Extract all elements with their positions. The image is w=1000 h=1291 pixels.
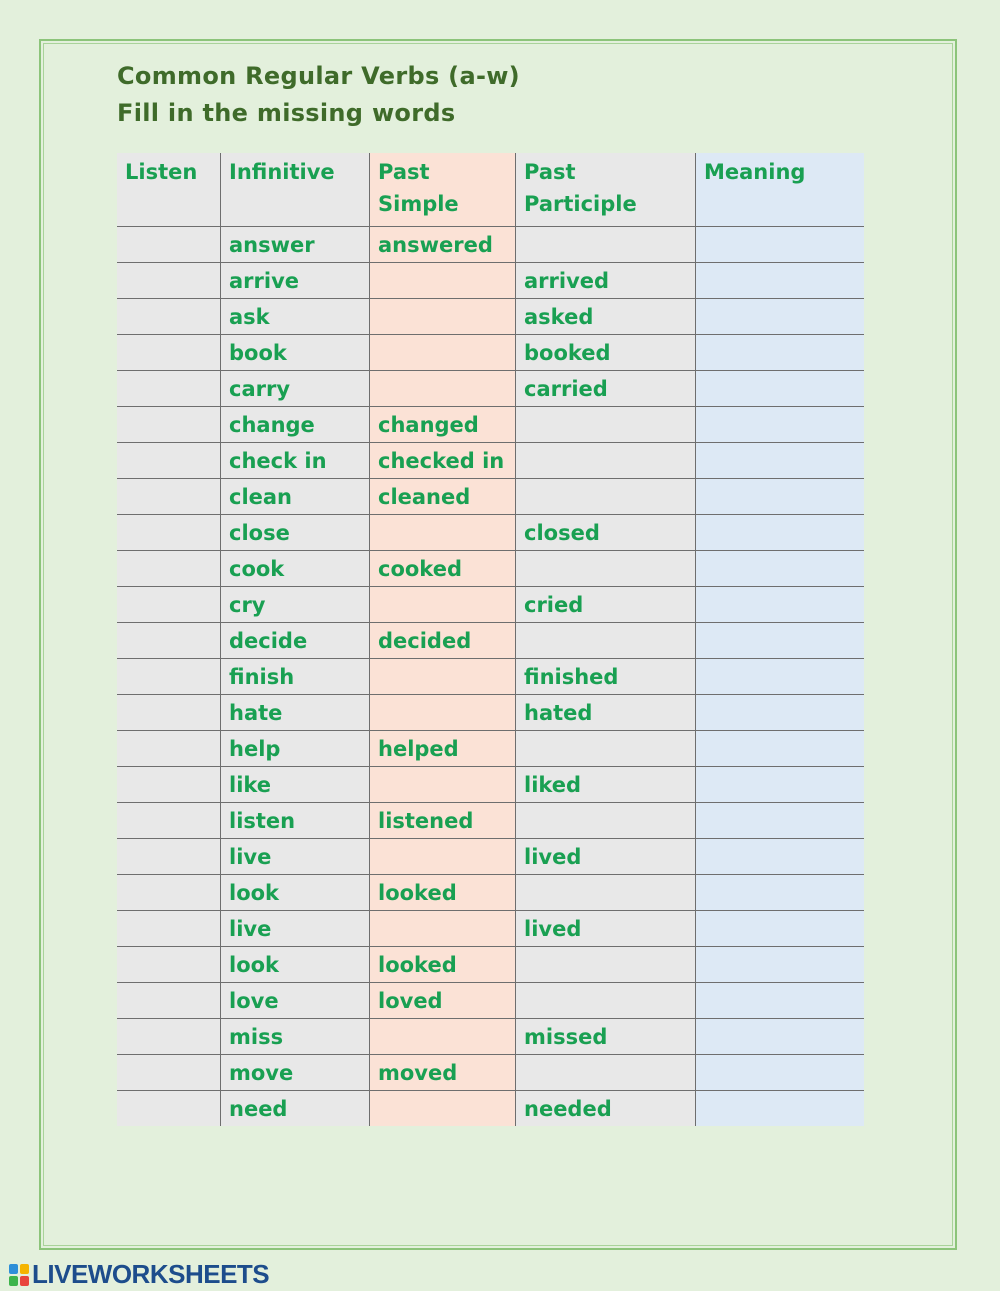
infinitive-cell: like [221, 767, 370, 803]
past-simple-cell[interactable]: cooked [370, 551, 516, 587]
past-simple-cell[interactable] [370, 299, 516, 335]
listen-cell[interactable] [117, 371, 221, 407]
past-simple-cell[interactable] [370, 767, 516, 803]
meaning-cell[interactable] [696, 1091, 865, 1127]
header-past-simple: Past Simple [370, 153, 516, 227]
table-row [117, 227, 864, 263]
past-participle-cell[interactable]: booked [516, 335, 696, 371]
past-participle-cell[interactable]: asked [516, 299, 696, 335]
past-participle-cell[interactable]: cried [516, 587, 696, 623]
listen-cell[interactable] [117, 695, 221, 731]
meaning-cell[interactable] [696, 1019, 865, 1055]
past-simple-cell[interactable]: looked [370, 947, 516, 983]
meaning-cell[interactable] [696, 731, 865, 767]
meaning-cell[interactable] [696, 335, 865, 371]
infinitive-cell: ask [221, 299, 370, 335]
past-simple-cell[interactable]: looked [370, 875, 516, 911]
past-simple-cell[interactable]: answered [370, 227, 516, 263]
infinitive-cell: love [221, 983, 370, 1019]
past-participle-cell[interactable] [516, 443, 696, 479]
logo-text: LIVEWORKSHEETS [32, 1259, 270, 1289]
header-meaning: Meaning [696, 153, 865, 227]
past-participle-cell[interactable]: missed [516, 1019, 696, 1055]
past-participle-cell[interactable]: arrived [516, 263, 696, 299]
past-simple-cell[interactable] [370, 263, 516, 299]
past-participle-cell[interactable]: lived [516, 839, 696, 875]
listen-cell[interactable] [117, 227, 221, 263]
listen-cell[interactable] [117, 875, 221, 911]
past-participle-cell[interactable] [516, 623, 696, 659]
table-row [117, 515, 864, 551]
table-row [117, 1091, 864, 1127]
table-row [117, 623, 864, 659]
listen-cell[interactable] [117, 803, 221, 839]
listen-cell[interactable] [117, 1055, 221, 1091]
verbs-table [117, 153, 864, 1126]
liveworksheets-logo-icon [8, 1263, 30, 1287]
infinitive-cell: look [221, 947, 370, 983]
listen-cell[interactable] [117, 443, 221, 479]
table-row [117, 1019, 864, 1055]
listen-cell[interactable] [117, 1091, 221, 1127]
past-participle-cell[interactable]: needed [516, 1091, 696, 1127]
infinitive-cell: cook [221, 551, 370, 587]
listen-cell[interactable] [117, 551, 221, 587]
table-row [117, 587, 864, 623]
past-participle-cell[interactable]: carried [516, 371, 696, 407]
table-row [117, 335, 864, 371]
infinitive-cell: book [221, 335, 370, 371]
past-participle-cell[interactable]: finished [516, 659, 696, 695]
infinitive-cell: need [221, 1091, 370, 1127]
table-row [117, 731, 864, 767]
past-simple-cell[interactable] [370, 335, 516, 371]
table-row [117, 767, 864, 803]
header-infinitive: Infinitive [221, 153, 370, 227]
meaning-cell[interactable] [696, 623, 865, 659]
meaning-cell[interactable] [696, 263, 865, 299]
infinitive-cell: decide [221, 623, 370, 659]
infinitive-cell: listen [221, 803, 370, 839]
meaning-cell[interactable] [696, 371, 865, 407]
meaning-cell[interactable] [696, 407, 865, 443]
infinitive-cell: hate [221, 695, 370, 731]
listen-cell[interactable] [117, 263, 221, 299]
listen-cell[interactable] [117, 407, 221, 443]
infinitive-cell: check in [221, 443, 370, 479]
infinitive-cell: clean [221, 479, 370, 515]
past-simple-cell[interactable]: moved [370, 1055, 516, 1091]
past-simple-cell[interactable]: cleaned [370, 479, 516, 515]
past-participle-cell[interactable] [516, 551, 696, 587]
past-participle-cell[interactable]: lived [516, 911, 696, 947]
table-row [117, 695, 864, 731]
listen-cell[interactable] [117, 1019, 221, 1055]
meaning-cell[interactable] [696, 695, 865, 731]
past-simple-cell[interactable]: decided [370, 623, 516, 659]
listen-cell[interactable] [117, 947, 221, 983]
table-row [117, 803, 864, 839]
past-simple-cell[interactable] [370, 1019, 516, 1055]
table-row [117, 659, 864, 695]
table-row [117, 839, 864, 875]
infinitive-cell: answer [221, 227, 370, 263]
listen-cell[interactable] [117, 911, 221, 947]
table-row [117, 983, 864, 1019]
verb-rows [117, 227, 864, 1127]
worksheet-instructions: Fill in the missing words [117, 99, 456, 127]
meaning-cell[interactable] [696, 227, 865, 263]
table-row [117, 875, 864, 911]
past-simple-cell[interactable]: changed [370, 407, 516, 443]
header-past-participle: Past Participle [516, 153, 696, 227]
listen-cell[interactable] [117, 983, 221, 1019]
table-row [117, 371, 864, 407]
meaning-cell[interactable] [696, 443, 865, 479]
listen-cell[interactable] [117, 587, 221, 623]
listen-cell[interactable] [117, 623, 221, 659]
infinitive-cell: look [221, 875, 370, 911]
infinitive-cell: close [221, 515, 370, 551]
meaning-cell[interactable] [696, 299, 865, 335]
meaning-cell[interactable] [696, 767, 865, 803]
meaning-cell[interactable] [696, 911, 865, 947]
listen-cell[interactable] [117, 767, 221, 803]
infinitive-cell: live [221, 911, 370, 947]
listen-cell[interactable] [117, 299, 221, 335]
past-simple-cell[interactable] [370, 515, 516, 551]
past-participle-cell[interactable] [516, 479, 696, 515]
table-row [117, 551, 864, 587]
table-row [117, 947, 864, 983]
past-participle-cell[interactable] [516, 875, 696, 911]
table-row [117, 911, 864, 947]
listen-cell[interactable] [117, 839, 221, 875]
worksheet-title: Common Regular Verbs (a-w) [117, 62, 520, 90]
past-participle-cell[interactable]: liked [516, 767, 696, 803]
table-row [117, 263, 864, 299]
past-participle-cell[interactable] [516, 803, 696, 839]
table-row [117, 443, 864, 479]
infinitive-cell: cry [221, 587, 370, 623]
meaning-cell[interactable] [696, 659, 865, 695]
past-participle-cell[interactable] [516, 227, 696, 263]
past-simple-cell[interactable] [370, 839, 516, 875]
past-simple-cell[interactable] [370, 371, 516, 407]
infinitive-cell: arrive [221, 263, 370, 299]
listen-cell[interactable] [117, 335, 221, 371]
meaning-cell[interactable] [696, 551, 865, 587]
meaning-cell[interactable] [696, 1055, 865, 1091]
meaning-cell[interactable] [696, 515, 865, 551]
past-participle-cell[interactable] [516, 983, 696, 1019]
meaning-cell[interactable] [696, 839, 865, 875]
meaning-cell[interactable] [696, 587, 865, 623]
infinitive-cell: live [221, 839, 370, 875]
past-participle-cell[interactable] [516, 1055, 696, 1091]
meaning-cell[interactable] [696, 947, 865, 983]
past-simple-cell[interactable] [370, 695, 516, 731]
past-simple-cell[interactable]: helped [370, 731, 516, 767]
past-simple-cell[interactable] [370, 659, 516, 695]
table-row [117, 479, 864, 515]
listen-cell[interactable] [117, 515, 221, 551]
infinitive-cell: move [221, 1055, 370, 1091]
past-participle-cell[interactable]: closed [516, 515, 696, 551]
header-listen: Listen [117, 153, 221, 227]
infinitive-cell: help [221, 731, 370, 767]
table-row [117, 407, 864, 443]
listen-cell[interactable] [117, 479, 221, 515]
past-simple-cell[interactable] [370, 587, 516, 623]
meaning-cell[interactable] [696, 983, 865, 1019]
past-simple-cell[interactable]: listened [370, 803, 516, 839]
past-participle-cell[interactable] [516, 731, 696, 767]
infinitive-cell: miss [221, 1019, 370, 1055]
listen-cell[interactable] [117, 659, 221, 695]
listen-cell[interactable] [117, 731, 221, 767]
past-simple-cell[interactable] [370, 1091, 516, 1127]
meaning-cell[interactable] [696, 479, 865, 515]
infinitive-cell: carry [221, 371, 370, 407]
table-row [117, 299, 864, 335]
meaning-cell[interactable] [696, 803, 865, 839]
liveworksheets-logo [8, 1259, 269, 1290]
infinitive-cell: change [221, 407, 370, 443]
meaning-cell[interactable] [696, 875, 865, 911]
table-row [117, 1055, 864, 1091]
past-simple-cell[interactable] [370, 911, 516, 947]
past-simple-cell[interactable]: checked in [370, 443, 516, 479]
past-participle-cell[interactable] [516, 947, 696, 983]
past-simple-cell[interactable]: loved [370, 983, 516, 1019]
past-participle-cell[interactable] [516, 407, 696, 443]
infinitive-cell: finish [221, 659, 370, 695]
past-participle-cell[interactable]: hated [516, 695, 696, 731]
header-row [117, 153, 864, 227]
